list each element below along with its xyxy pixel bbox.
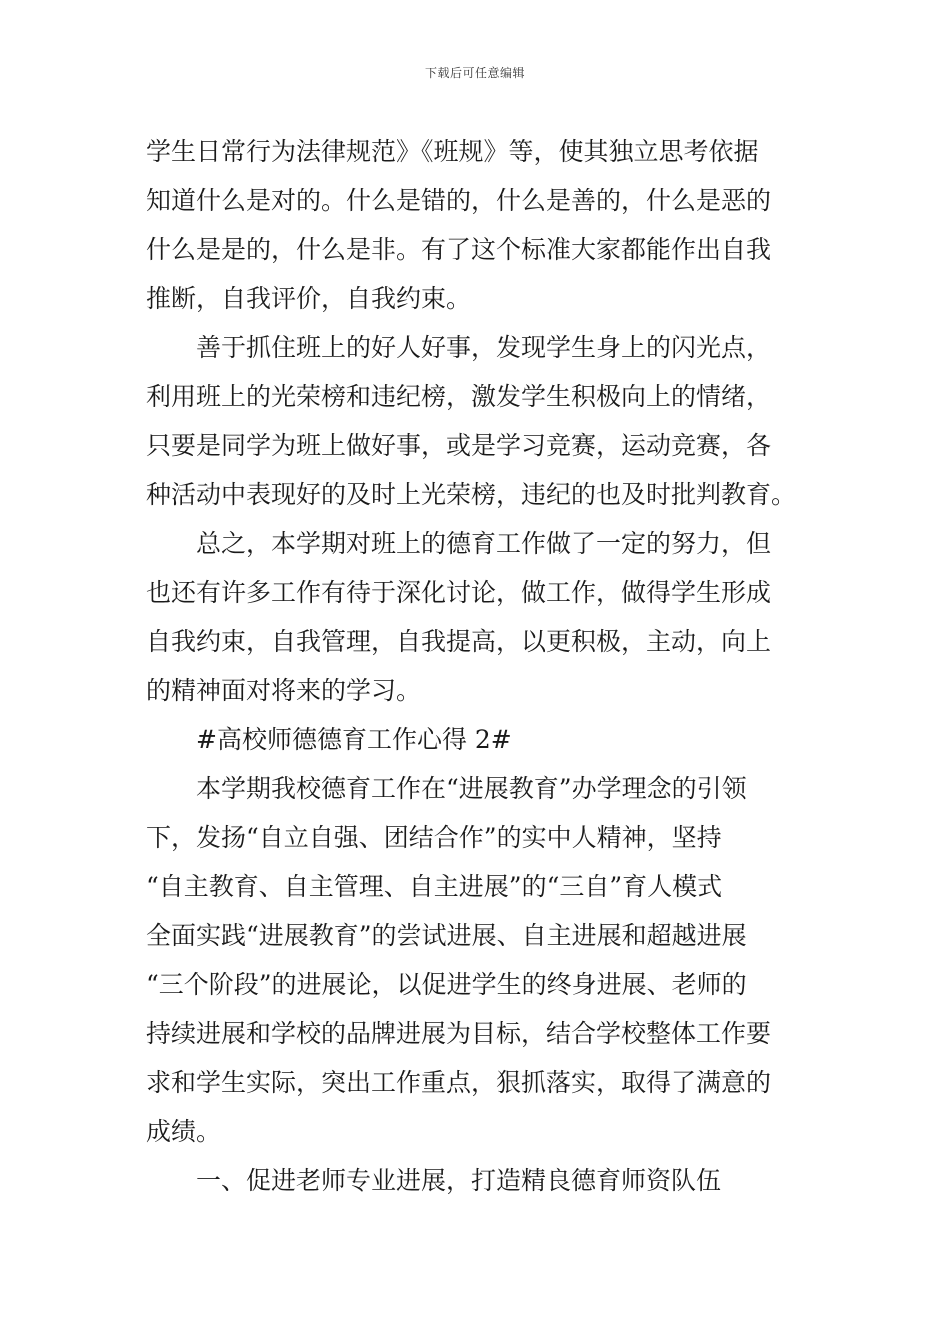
text-line: 种活动中表现好的及时上光荣榜，违纪的也及时批判教育。 (146, 480, 797, 509)
text-line: 也还有许多工作有待于深化讨论，做工作，做得学生形成 (146, 578, 772, 607)
text-line: 下，发扬“自立自强、团结合作”的实中人精神，坚持 (146, 823, 722, 852)
text-line: “三个阶段”的进展论，以促进学生的终身进展、老师的 (146, 970, 747, 999)
paragraph-first-line: 总之，本学期对班上的德育工作做了一定的努力，但 (196, 529, 772, 558)
text-line: 的精神面对将来的学习。 (146, 676, 422, 705)
document-body (146, 127, 808, 1205)
text-line: 成绩。 (146, 1117, 222, 1146)
text-line: 推断，自我评价，自我约束。 (146, 284, 472, 313)
text-line: 什么是是的，什么是非。有了这个标准大家都能作出自我 (146, 235, 772, 264)
subsection-heading: 一、促进老师专业进展，打造精良德育师资队伍 (196, 1166, 722, 1195)
text-line: 学生日常行为法律规范》《班规》等，使其独立思考依据 (146, 137, 759, 166)
text-line: 利用班上的光荣榜和违纪榜，激发学生积极向上的情绪， (146, 382, 772, 411)
text-line: “自主教育、自主管理、自主进展”的“三自”育人模式 (146, 872, 723, 901)
section-heading: #高校师德德育工作心得 2# (196, 725, 512, 754)
text-line: 知道什么是对的。什么是错的，什么是善的，什么是恶的 (146, 186, 772, 215)
paragraph-first-line: 善于抓住班上的好人好事，发现学生身上的闪光点， (196, 333, 772, 362)
text-line: 求和学生实际，突出工作重点，狠抓落实，取得了满意的 (146, 1068, 772, 1097)
paragraph-first-line: 本学期我校德育工作在“进展教育”办学理念的引领 (196, 774, 747, 803)
page-header-note: 下载后可任意编辑 (424, 66, 525, 80)
text-line: 全面实践“进展教育”的尝试进展、自主进展和超越进展 (146, 921, 747, 950)
text-line: 自我约束，自我管理，自我提高，以更积极，主动，向上 (146, 627, 772, 656)
text-line: 只要是同学为班上做好事，或是学习竞赛，运动竞赛，各 (146, 431, 772, 460)
text-line: 持续进展和学校的品牌进展为目标，结合学校整体工作要 (146, 1019, 772, 1048)
